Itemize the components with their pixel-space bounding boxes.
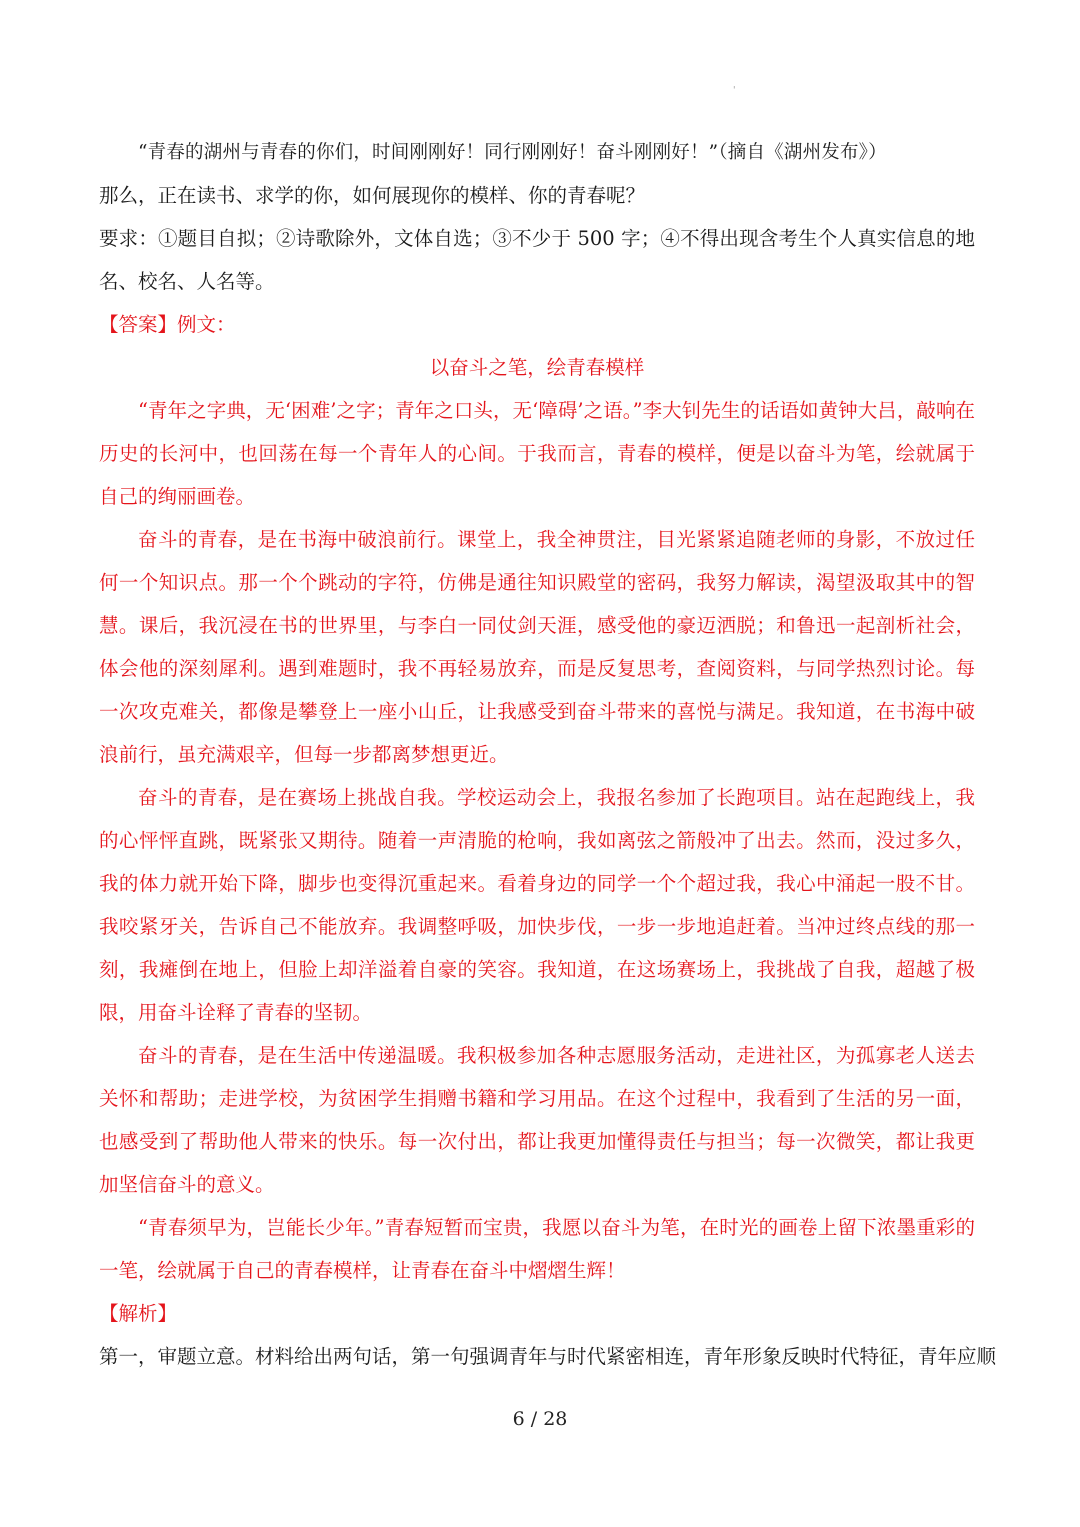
- answer-heading: [99, 303, 975, 346]
- essay-paragraph: 奋斗的青春，是在赛场上挑战自我。学校运动会上，我报名参加了长跑项目。站在起跑线上，我的心怦怦直跳，既紧张又期待。随着一声清脆的枪响，我如离弦之箭般冲了出去。然而，没过多久，我的体力就开始下降，脚步也变得沉重起来。看着身边的同学一个个超过我，我心中涌起一股不甘。我咬紧牙关，告诉自己不能放弃。我调整呼吸，加快步伐，一步一步地追赶着。当冲过终点线的那一刻，我瘫倒在地上，但脸上却洋溢着自豪的笑容。我知道，在这场赛场上，我挑战了自我，超越了极限，用奋斗诠释了青春的坚韧。: [99, 786, 975, 1024]
- prompt-requirements: 要求：①题目自拟；②诗歌除外，文体自选；③不少于 500 字；④不得出现含考生个人真实信息的地名、校名、人名等。: [99, 227, 975, 293]
- page-number: 6 / 28: [512, 1408, 568, 1430]
- answer-label: 例文：: [177, 313, 236, 336]
- essay-paragraph: “青春须早为，岂能长少年。”青春短暂而宝贵，我愿以奋斗为笔，在时光的画卷上留下浓墨重彩的一笔，绘就属于自己的青春模样，让青春在奋斗中熠熠生辉！: [99, 1216, 975, 1282]
- essay-paragraph: 奋斗的青春，是在生活中传递温暖。我积极参加各种志愿服务活动，走进社区，为孤寡老人送去关怀和帮助；走进学校，为贫困学生捐赠书籍和学习用品。在这个过程中，我看到了生活的另一面，也感受到了帮助他人带来的快乐。每一次付出，都让我更加懂得责任与担当；每一次微笑，都让我更加坚信奋斗的意义。: [99, 1044, 975, 1196]
- essay-title: 以奋斗之笔，绘青春模样: [429, 356, 645, 379]
- essay-paragraph: “青年之字典，无‘困难’之字；青年之口头，无‘障碍’之语。”李大钊先生的话语如黄钟大吕，敲响在历史的长河中，也回荡在每一个青年人的心间。于我而言，青春的模样，便是以奋斗为笔，绘就属于自己的绚丽画卷。: [99, 399, 975, 508]
- analysis-heading: [99, 1292, 975, 1335]
- prompt-quote: “青春的湖州与青春的你们，时间刚刚好！同行刚刚好！奋斗刚刚好！”（摘自《湖州发布》）: [138, 142, 887, 163]
- page-content: [99, 131, 997, 1378]
- header-mark: ': [733, 86, 736, 96]
- essay-paragraph: 奋斗的青春，是在书海中破浪前行。课堂上，我全神贯注，目光紧紧追随老师的身影，不放过任何一个知识点。那一个个跳动的字符，仿佛是通往知识殿堂的密码，我努力解读，渴望汲取其中的智慧。课后，我沉浸在书的世界里，与李白一同仗剑天涯，感受他的豪迈洒脱；和鲁迅一起剖析社会，体会他的深刻犀利。遇到难题时，我不再轻易放弃，而是反复思考，查阅资料，与同学热烈讨论。每一次攻克难关，都像是攀登上一座小山丘，让我感受到奋斗带来的喜悦与满足。我知道，在书海中破浪前行，虽充满艰辛，但每一步都离梦想更近。: [99, 528, 975, 766]
- analysis-tag: 【解析】: [99, 1302, 178, 1325]
- prompt-question: 那么，正在读书、求学的你，如何展现你的模样、你的青春呢？: [99, 184, 646, 207]
- analysis-text: 第一，审题立意。材料给出两句话，第一句强调青年与时代紧密相连，青年形象反映时代特征，青年应顺: [99, 1345, 997, 1368]
- answer-tag: 【答案】: [99, 313, 178, 336]
